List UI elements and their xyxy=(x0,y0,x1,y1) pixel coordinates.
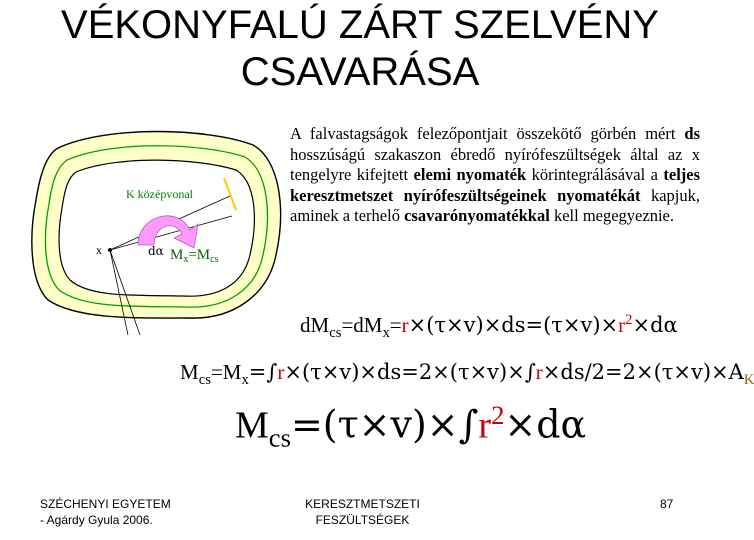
ds-term: ds xyxy=(684,124,700,143)
x-label: x xyxy=(96,243,102,257)
mx-label: $M_x=M_{cs}$ xyxy=(170,247,219,265)
x-axis-point xyxy=(108,248,112,252)
dalpha-label: dα xyxy=(148,244,164,258)
centerline-label: K középvonal xyxy=(126,187,193,201)
title-line-1: VÉKONYFALÚ ZÁRT SZELVÉNY xyxy=(61,3,659,47)
footer-center: KERESZTMETSZETI FESZÜLTSÉGEK xyxy=(305,497,420,527)
equation-2: $M_{cs}=M_x=\int r\times(\tau\times v)\times ds=2\times(\tau\times v)\times\int r\times ds/2=2\times(\tau\times v)\times A_K$ xyxy=(180,360,754,389)
page-number: 87 xyxy=(660,497,674,511)
torque-term: csavarónyomatékkal xyxy=(404,206,550,225)
total-moment: teljes keresztmetszet nyírófeszültségeinek nyomatékát xyxy=(290,165,701,205)
equation-3: $M_{cs}=(\tau\times v)\times\int r^2\times d\alpha$ xyxy=(235,400,587,453)
explanation-paragraph: A falvastagságok felezőpontjait összekötő görbén mért ds hosszúságú szakaszon ébredő nyírófeszültségek által az x tengelyre kifejtett elemi nyomaték körintegrálásával a teljes keresztmetszet nyírófeszültségeinek nyomatékát kapjuk, aminek a terhelő csavarónyomatékkal kell megegyeznie. xyxy=(290,124,701,225)
closed-section-figure xyxy=(18,120,288,335)
equation-1: $dM_{cs}=dM_x=r\times(\tau\times v)\times ds=(\tau\times v)\times r^2\times d\alpha$ xyxy=(300,312,678,342)
elemental-moment: elemi nyomaték xyxy=(413,165,527,184)
footer-left: SZÉCHENYI EGYETEM - Agárdy Gyula 2006. xyxy=(40,497,171,527)
title-line-2: CSAVARÁSA xyxy=(240,50,480,94)
slide-title xyxy=(0,2,720,96)
